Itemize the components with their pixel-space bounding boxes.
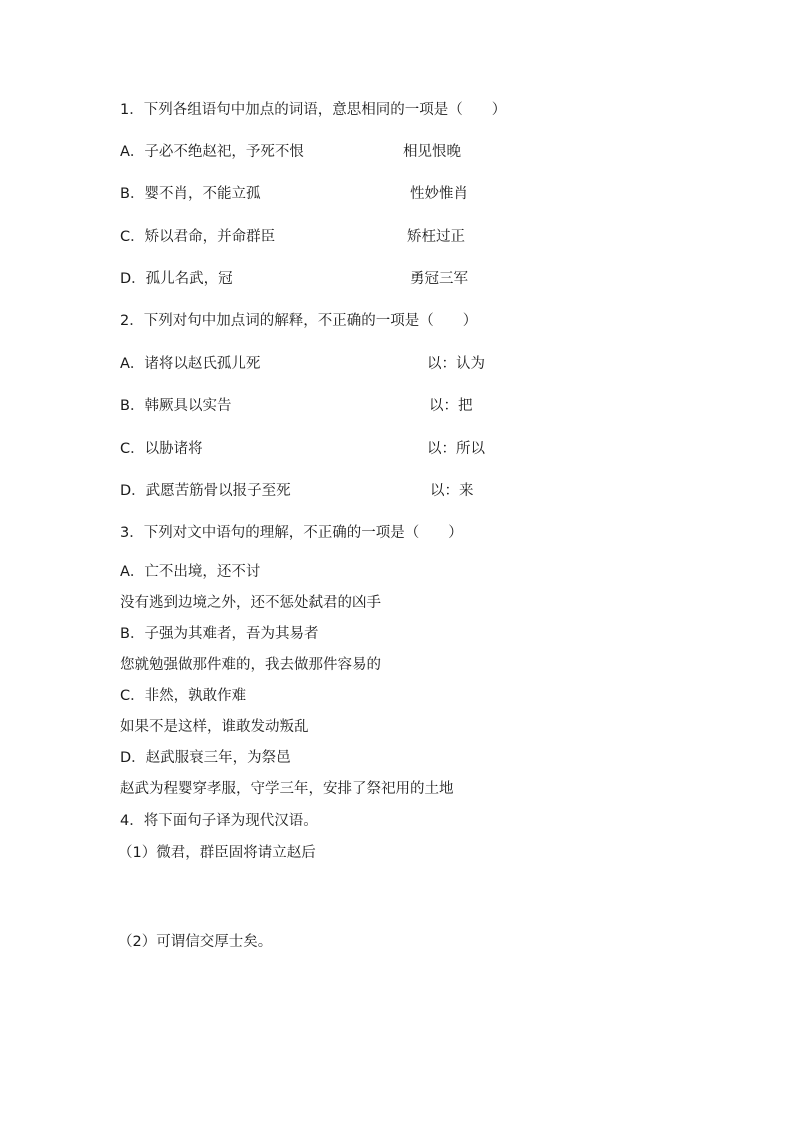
q2-option-d: D．武愿苦筋骨以报子至死 xyxy=(120,483,291,499)
q1-option-a-word: 相见恨晚 xyxy=(403,144,461,160)
q1-option-d: D．孤儿名武，冠 xyxy=(120,271,233,287)
q1-option-a: A．子必不绝赵祀，予死不恨 xyxy=(120,144,304,160)
q3-option-b-sentence: B．子强为其难者，吾为其易者 xyxy=(120,626,319,642)
q2-option-b: B．韩厥具以实告 xyxy=(120,398,232,414)
q1-option-b: B．婴不肖，不能立孤 xyxy=(120,186,261,202)
q2-option-a: A．诸将以赵氏孤儿死 xyxy=(120,356,261,372)
q1-option-c-word: 矫枉过正 xyxy=(407,229,465,245)
q4-item-1: （1）微君，群臣固将请立赵后 xyxy=(118,845,316,861)
q2-option-c: C．以胁诸将 xyxy=(120,441,203,457)
q3-option-d-sentence: D．赵武服衰三年，为祭邑 xyxy=(120,750,291,766)
q3-option-d-explanation: 赵武为程婴穿孝服，守学三年，安排了祭祀用的土地 xyxy=(120,781,454,797)
q2-option-b-gloss: 以：把 xyxy=(429,398,473,414)
q2-option-c-gloss: 以：所以 xyxy=(427,441,485,457)
q3-option-c-sentence: C．非然，孰敢作难 xyxy=(120,688,247,704)
question-4-stem: 4．将下面句子译为现代汉语。 xyxy=(120,813,318,829)
q3-option-a-explanation: 没有逃到边境之外，还不惩处弑君的凶手 xyxy=(120,595,381,611)
question-1-stem: 1．下列各组语句中加点的词语，意思相同的一项是（ ） xyxy=(120,102,507,118)
q2-option-d-gloss: 以：来 xyxy=(430,483,474,499)
question-2-stem: 2．下列对句中加点词的解释，不正确的一项是（ ） xyxy=(120,313,478,329)
q2-option-a-gloss: 以：认为 xyxy=(427,356,485,372)
q3-option-b-explanation: 您就勉强做那件难的，我去做那件容易的 xyxy=(120,657,381,673)
question-3-stem: 3．下列对文中语句的理解，不正确的一项是（ ） xyxy=(120,525,463,541)
q1-option-c: C．矫以君命，并命群臣 xyxy=(120,229,276,245)
q1-option-b-word: 性妙惟肖 xyxy=(410,186,468,202)
q3-option-a-sentence: A．亡不出境，还不讨 xyxy=(120,564,261,580)
q4-item-2: （2）可谓信交厚士矣。 xyxy=(118,934,273,950)
q3-option-c-explanation: 如果不是这样，谁敢发动叛乱 xyxy=(120,719,309,735)
q1-option-d-word: 勇冠三军 xyxy=(410,271,468,287)
